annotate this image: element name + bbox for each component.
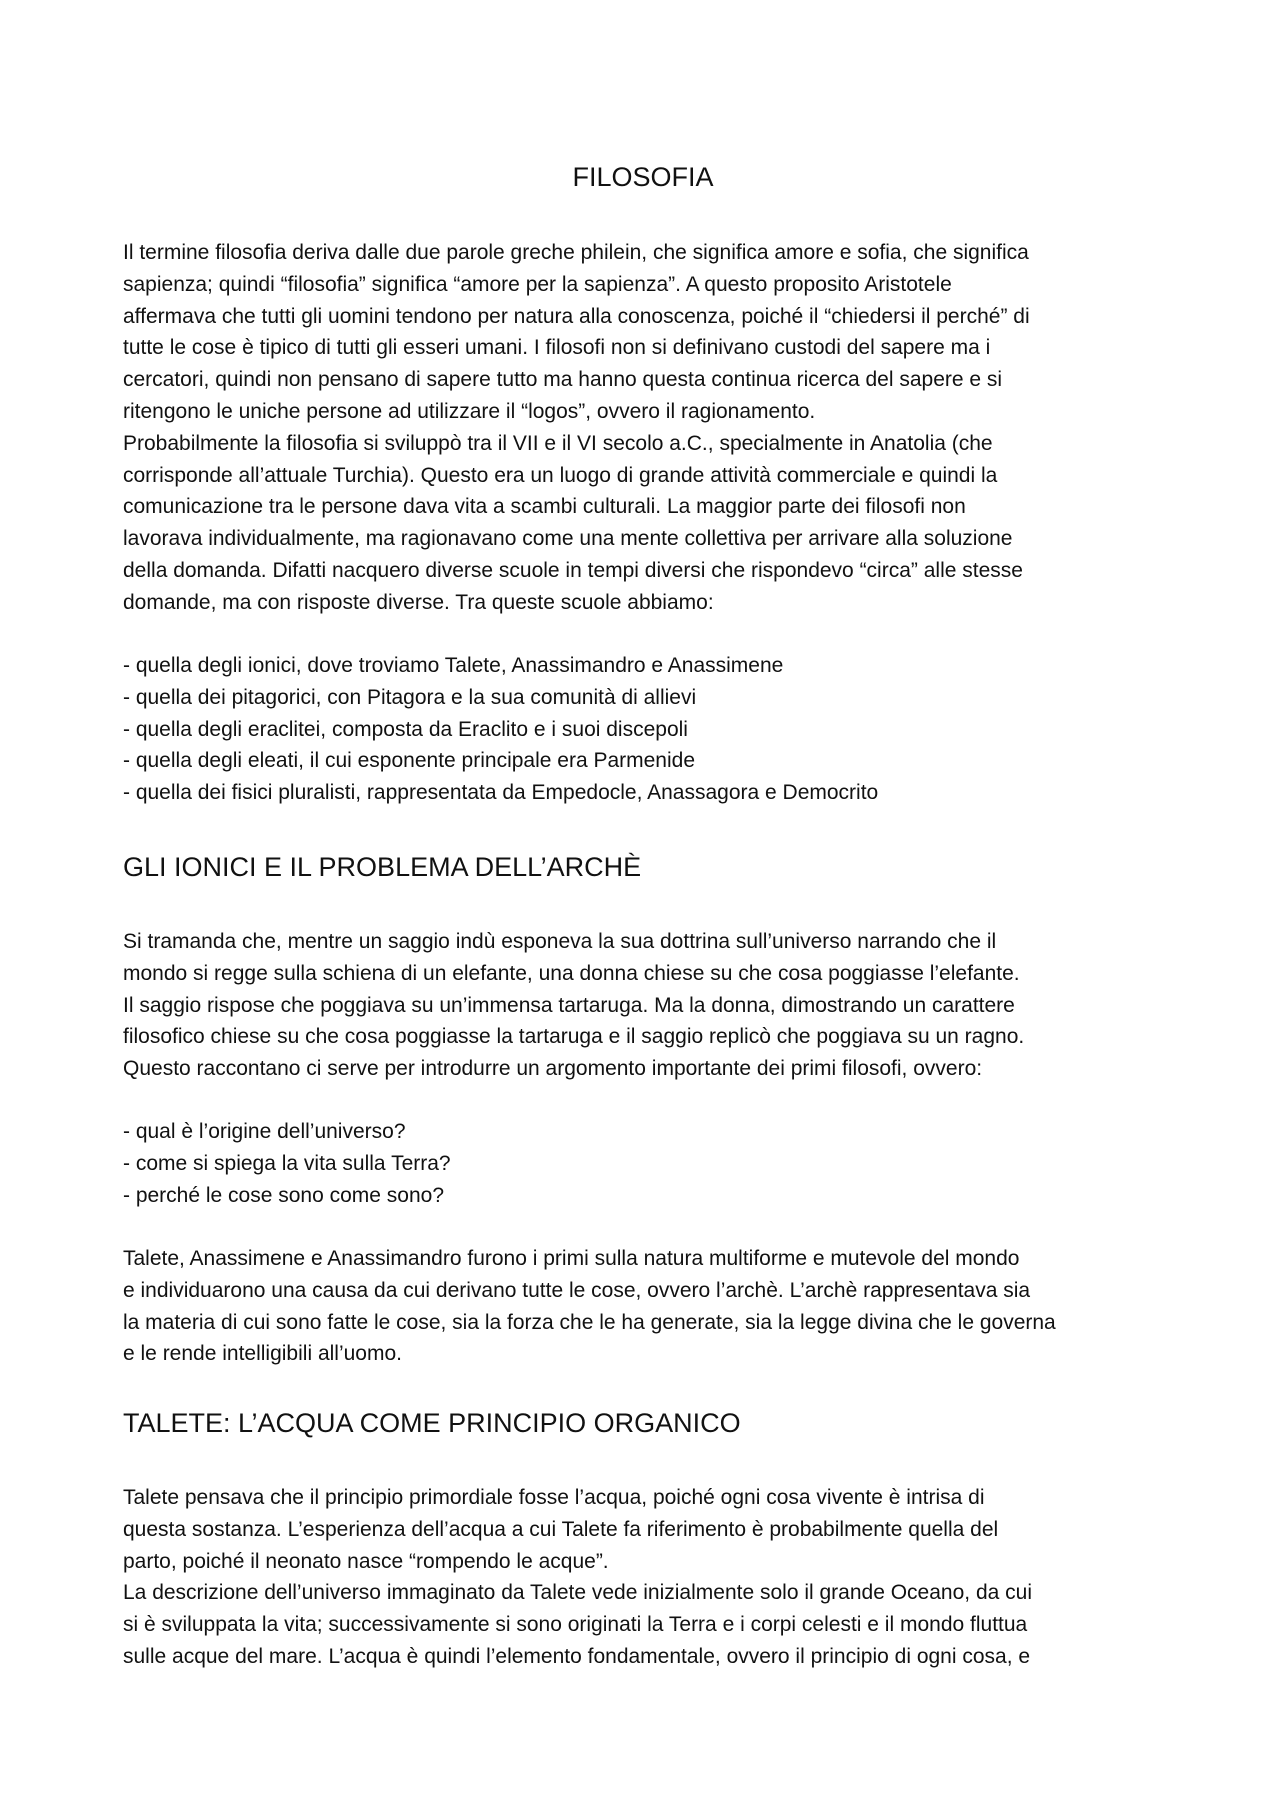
arche-line: Talete, Anassimene e Anassimandro furono i primi sulla natura multiforme e mutevole del mondo bbox=[123, 1247, 1020, 1270]
story-line: Questo raccontano ci serve per introdurre un argomento importante dei primi filosofi, ovvero: bbox=[123, 1057, 983, 1081]
intro-line: Il termine filosofia deriva dalle due parole greche philein, che significa amore e sofia, che significa bbox=[123, 241, 1029, 264]
intro-line: ritengono le uniche persone ad utilizzare il “logos”, ovvero il ragionamento. bbox=[123, 399, 816, 423]
story-line: Si tramanda che, mentre un saggio indù esponeva la sua dottrina sull’universo narrando che il bbox=[123, 930, 997, 953]
list-item: - quella dei pitagorici, con Pitagora e la sua comunità di allievi bbox=[123, 685, 697, 709]
page-title: FILOSOFIA bbox=[572, 162, 714, 192]
list-item: - quella dei fisici pluralisti, rappresentata da Empedocle, Anassagora e Democrito bbox=[123, 781, 879, 805]
intro-line: cercatori, quindi non pensano di sapere tutto ma hanno questa continua ricerca del sapere e si bbox=[123, 368, 1003, 392]
talete-line: parto, poiché il neonato nasce “rompendo le acque”. bbox=[123, 1549, 609, 1573]
list-item: - qual è l’origine dell’universo? bbox=[123, 1120, 406, 1143]
intro-line: della domanda. Difatti nacquero diverse scuole in tempi diversi che rispondevo “circa” alle stesse bbox=[123, 558, 1023, 582]
talete-line: La descrizione dell’universo immaginato da Talete vede inizialmente solo il grande Oceano, da cui bbox=[123, 1581, 1032, 1605]
intro-paragraph bbox=[123, 237, 1163, 619]
talete-line: sulle acque del mare. L’acqua è quindi l’elemento fondamentale, ovvero il principio di ogni cosa, e bbox=[123, 1644, 1031, 1668]
talete-line: si è sviluppata la vita; successivamente si sono originati la Terra e i corpi celesti e il mondo fluttua bbox=[123, 1613, 1028, 1637]
list-item: - quella degli eraclitei, composta da Eraclito e i suoi discepoli bbox=[123, 717, 688, 741]
intro-line: domande, ma con risposte diverse. Tra queste scuole abbiamo: bbox=[123, 590, 714, 614]
arche-line: e individuarono una causa da cui derivano tutte le cose, ovvero l’archè. L’archè rappresentava sia bbox=[123, 1278, 1031, 1302]
list-item: - come si spiega la vita sulla Terra? bbox=[123, 1151, 451, 1175]
intro-line: sapienza; quindi “filosofia” significa “amore per la sapienza”. A questo proposito Aristotele bbox=[123, 272, 952, 296]
story-line: mondo si regge sulla schiena di un elefante, una donna chiese su che cosa poggiasse l’elefante. bbox=[123, 961, 1020, 985]
list-item: - perché le cose sono come sono? bbox=[123, 1183, 445, 1207]
schools-list bbox=[123, 650, 1163, 809]
arche-line: e le rende intelligibili all’uomo. bbox=[123, 1342, 402, 1366]
story-line: Il saggio rispose che poggiava su un’immensa tartaruga. Ma la donna, dimostrando un carattere bbox=[123, 993, 1015, 1017]
list-item: - quella degli ionici, dove troviamo Talete, Anassimandro e Anassimene bbox=[123, 654, 784, 677]
story-line: filosofico chiese su che cosa poggiasse la tartaruga e il saggio replicò che poggiava su un ragno. bbox=[123, 1025, 1025, 1049]
intro-line: Probabilmente la filosofia si sviluppò tra il VII e il VI secolo a.C., specialmente in Anatolia (che bbox=[123, 431, 993, 455]
intro-line: lavorava individualmente, ma ragionavano come una mente collettiva per arrivare alla soluzione bbox=[123, 527, 1013, 551]
questions-list bbox=[123, 1116, 1163, 1211]
talete-paragraph bbox=[123, 1482, 1163, 1673]
arche-paragraph bbox=[123, 1243, 1163, 1370]
section-heading-talete: TALETE: L’ACQUA COME PRINCIPIO ORGANICO bbox=[123, 1408, 741, 1438]
list-item: - quella degli eleati, il cui esponente principale era Parmenide bbox=[123, 749, 696, 773]
talete-line: Talete pensava che il principio primordiale fosse l’acqua, poiché ogni cosa vivente è intrisa di bbox=[123, 1486, 985, 1509]
intro-line: comunicazione tra le persone dava vita a scambi culturali. La maggior parte dei filosofi non bbox=[123, 495, 966, 519]
intro-line: tutte le cose è tipico di tutti gli esseri umani. I filosofi non si definivano custodi del sapere ma i bbox=[123, 336, 991, 360]
talete-line: questa sostanza. L’esperienza dell’acqua a cui Talete fa riferimento è probabilmente quella del bbox=[123, 1517, 999, 1541]
story-paragraph bbox=[123, 926, 1163, 1085]
section-heading-ionici: GLI IONICI E IL PROBLEMA DELL’ARCHÈ bbox=[123, 852, 642, 882]
intro-line: corrisponde all’attuale Turchia). Questo era un luogo di grande attività commerciale e quindi la bbox=[123, 463, 998, 487]
arche-line: la materia di cui sono fatte le cose, sia la forza che le ha generate, sia la legge divina che le governa bbox=[123, 1310, 1056, 1334]
intro-line: affermava che tutti gli uomini tendono per natura alla conoscenza, poiché il “chiedersi il perché” di bbox=[123, 304, 1030, 328]
